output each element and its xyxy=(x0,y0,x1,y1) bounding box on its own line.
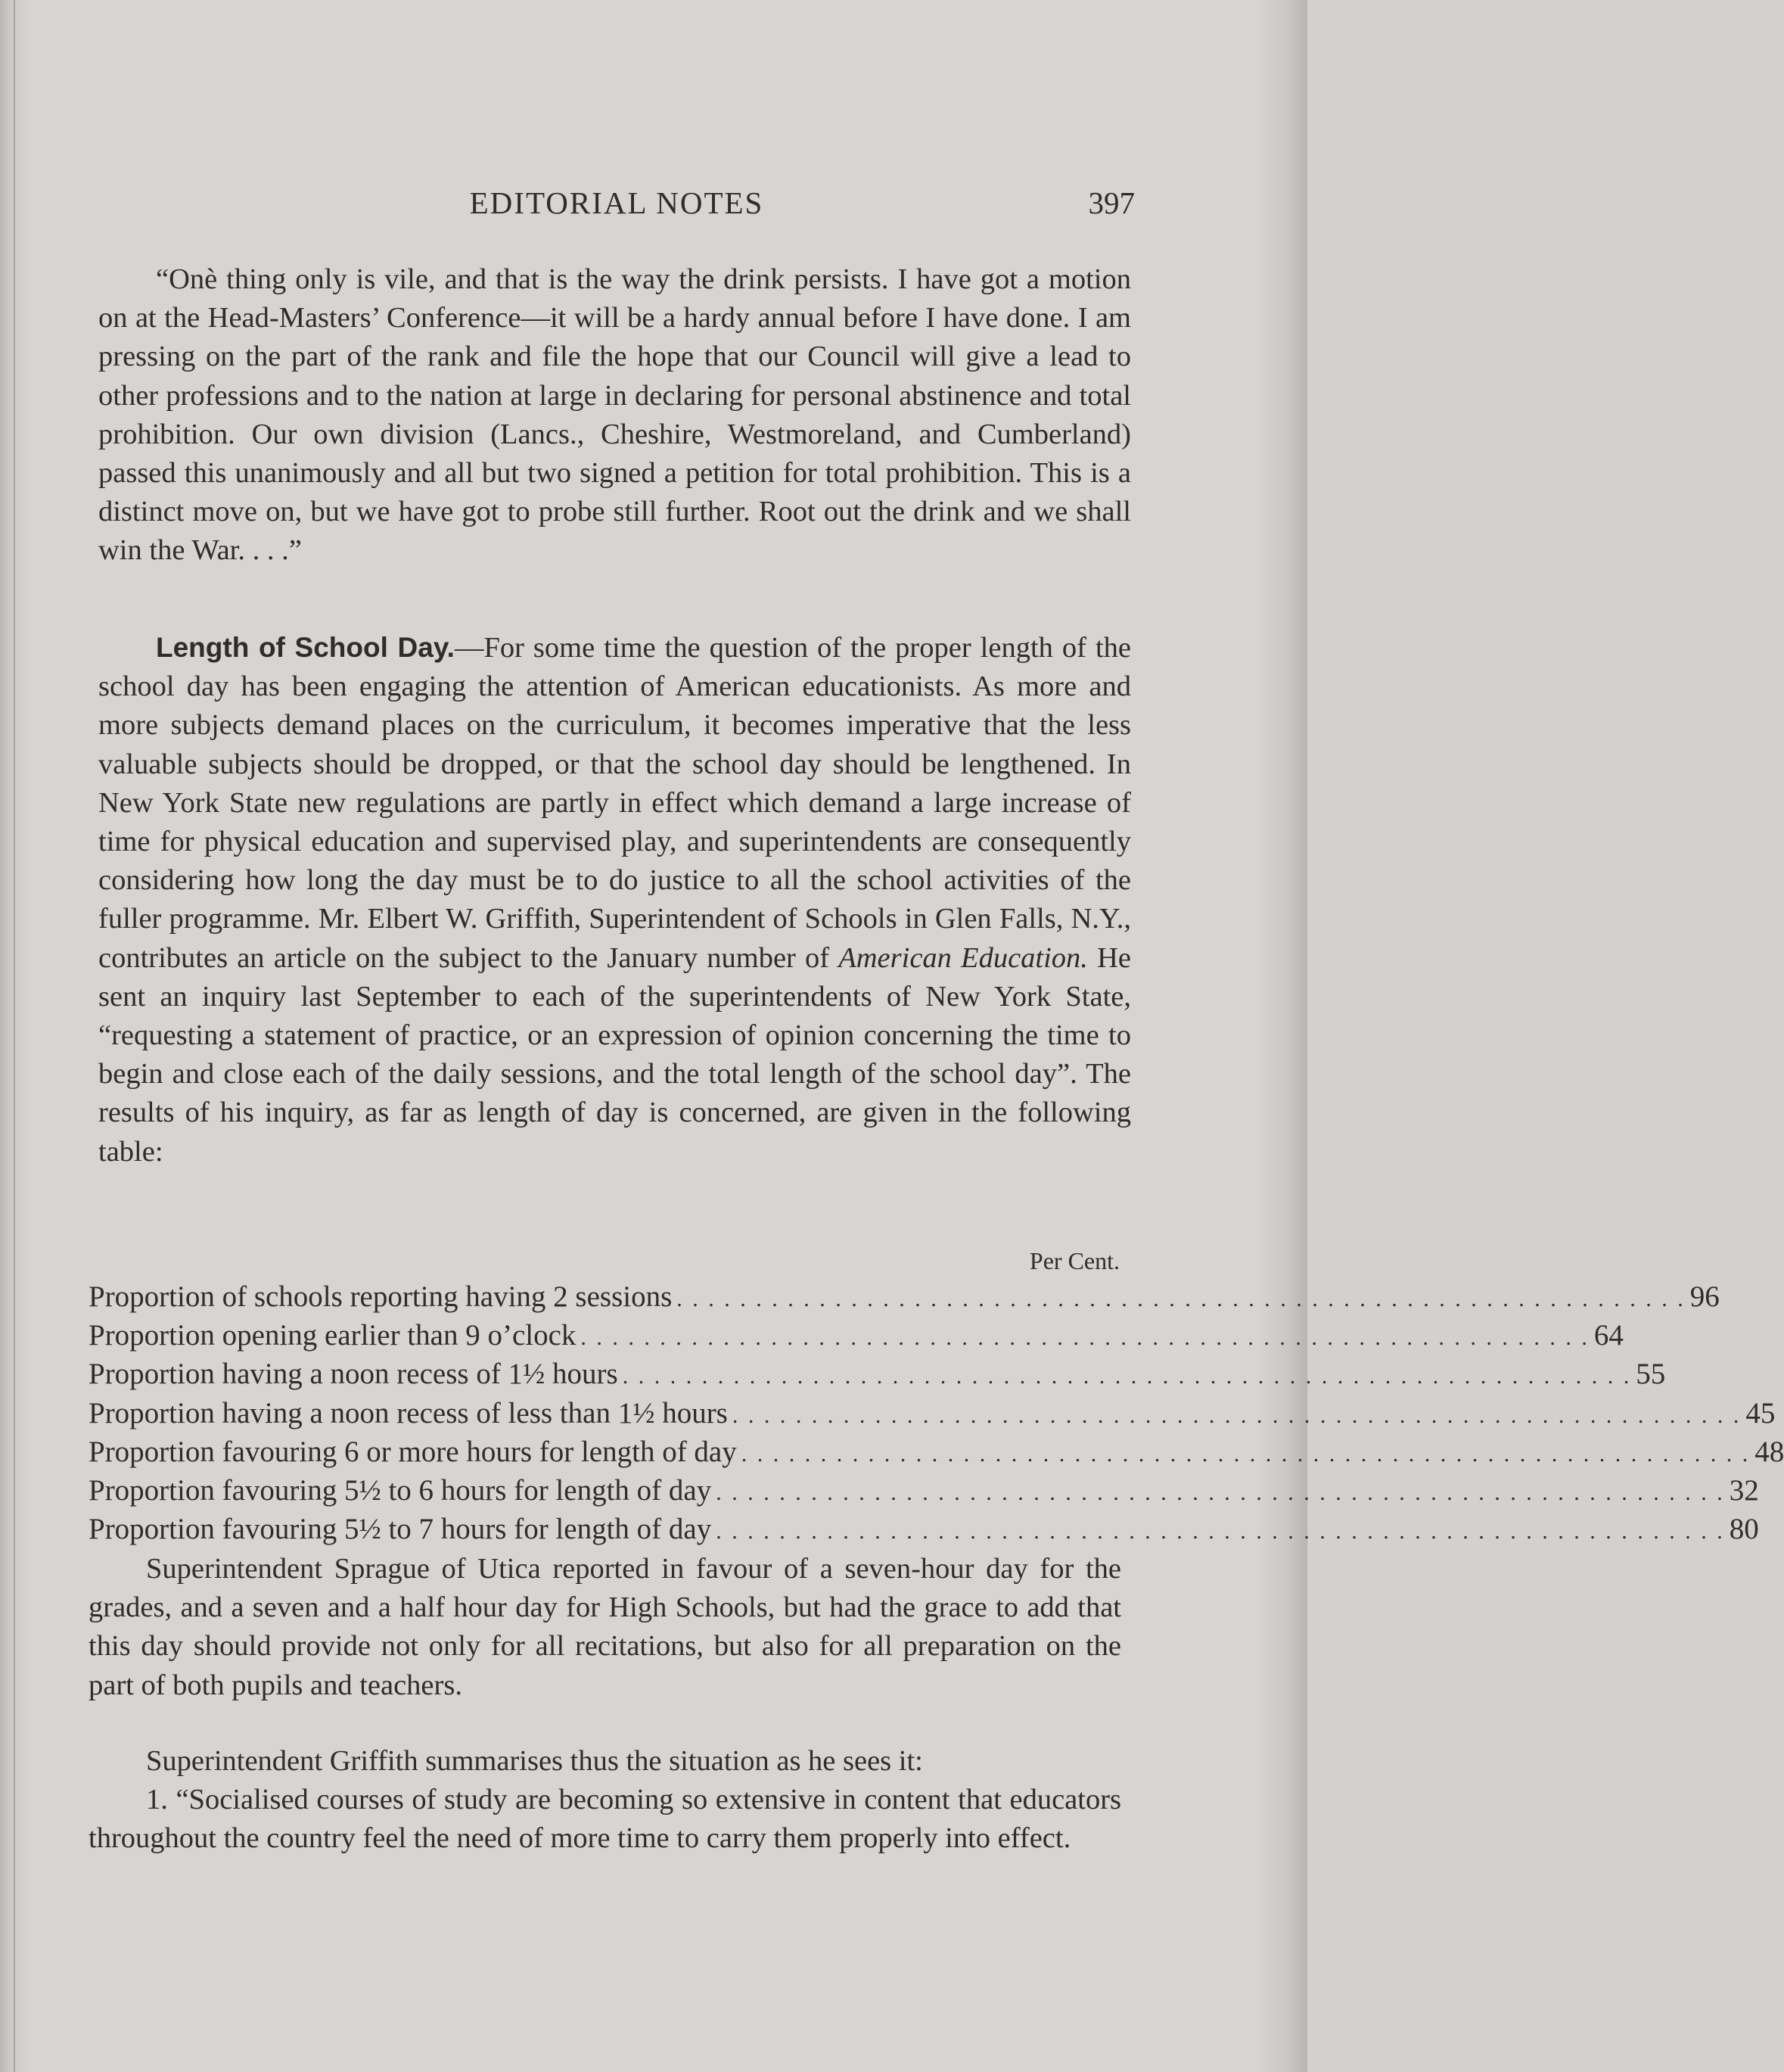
statistics-table xyxy=(89,1277,1784,1548)
dot-leader: . . . . . . . . . . . . . . . . . . . . . . . . . . . . . . . . . . . . . . . . . . . . . . . . . . . . . . . . . . . . . . . . xyxy=(741,1441,1751,1467)
row-label: Proportion favouring 6 or more hours for length of day xyxy=(89,1435,737,1468)
row-label: Proportion favouring 5½ to 6 hours for length of day xyxy=(89,1473,712,1507)
length-of-school-day-section xyxy=(98,628,1131,1171)
dot-leader: . . . . . . . . . . . . . . . . . . . . . . . . . . . . . . . . . . . . . . . . . . . . . . . . . . . . . . . . . . . . . . . . xyxy=(622,1364,1632,1389)
row-value: 32 xyxy=(1729,1473,1759,1507)
griffith-section xyxy=(89,1742,1121,1859)
table-row xyxy=(89,1355,1666,1393)
dot-leader: . . . . . . . . . . . . . . . . . . . . . . . . . . . . . . . . . . . . . . . . . . . . . . . . . . . . . . . . . . . . . . . . xyxy=(676,1286,1686,1311)
dot-leader: . . . . . . . . . . . . . . . . . . . . . . . . . . . . . . . . . . . . . . . . . . . . . . . . . . . . . . . . . . . . . . . . xyxy=(716,1479,1725,1505)
table-row xyxy=(89,1277,1720,1316)
table-row xyxy=(89,1471,1759,1510)
row-label: Proportion opening earlier than 9 o’clock xyxy=(89,1319,577,1352)
paragraph xyxy=(98,628,1131,1171)
row-value: 80 xyxy=(1729,1513,1759,1546)
dot-leader: . . . . . . . . . . . . . . . . . . . . . . . . . . . . . . . . . . . . . . . . . . . . . . . . . . . . . . . . . . . . . . . . xyxy=(580,1325,1590,1351)
running-head: EDITORIAL NOTES xyxy=(469,185,764,220)
row-value: 55 xyxy=(1636,1358,1666,1391)
paragraph-text: Superintendent Sprague of Utica reported in favour of a seven-hour day for the grades, and a seven and a half hour day for High Schools, but had the grace to add that this day should provide not only for all recitations, but also for all preparation on the part of both pupils and teachers. xyxy=(89,1553,1121,1701)
sprague-paragraph xyxy=(89,1550,1121,1705)
publication-title: American Education. xyxy=(838,941,1088,974)
table-row xyxy=(89,1510,1759,1548)
row-value: 45 xyxy=(1745,1396,1776,1430)
numbered-point: 1. “Socialised courses of study are becoming so extensive in content that educators throughout the country feel the need of more time to carry them properly into effect. xyxy=(89,1784,1121,1855)
row-value: 96 xyxy=(1689,1280,1720,1313)
quotation-paragraph xyxy=(98,260,1131,571)
row-label: Proportion favouring 5½ to 7 hours for length of day xyxy=(89,1513,712,1546)
paragraph-text: Superintendent Griffith summarises thus the situation as he sees it: xyxy=(146,1745,923,1777)
row-value: 48 xyxy=(1754,1435,1784,1468)
page-number: 397 xyxy=(1088,185,1135,220)
row-label: Proportion having a noon recess of 1½ hours xyxy=(89,1358,618,1391)
dot-leader: . . . . . . . . . . . . . . . . . . . . . . . . . . . . . . . . . . . . . . . . . . . . . . . . . . . . . . . . . . . . . . . . xyxy=(716,1519,1725,1545)
paragraph-text: “Onè thing only is vile, and that is the way the drink persists. I have got a motion on at the Head-Masters’ Conference—it will be a hardy annual before I have done. I am pressing on the part of the rank and file the hope that our Council will give a lead to other professions and to the nation at large in declaring for personal abstinence and total prohibition. Our own division (Lancs., Cheshire, Westmoreland, and Cumberland) passed this unanimously and all but two signed a petition for total prohibition. This is a distinct move on, but we have got to probe still further. Root out the drink and we shall win the War. . . .” xyxy=(98,263,1131,567)
dot-leader: . . . . . . . . . . . . . . . . . . . . . . . . . . . . . . . . . . . . . . . . . . . . . . . . . . . . . . . . . . . . . . . . xyxy=(732,1402,1742,1428)
table-row xyxy=(89,1433,1784,1471)
paragraph-text: —For some time the question of the proper length of the school day has been engaging the attention of American educationists. As more and more subjects demand places on the curriculum, it becomes imperative that the less valuable subjects should be dropped, or that the school day should be lengthened. In New York State new regulations are partly in effect which demand a large increase of time for physical education and supervised play, and superintendents are consequently considering how long the day must be to do justice to all the school activities of the fuller programme. Mr. Elbert W. Griffith, Superintendent of Schools in Glen Falls, N.Y., contributes an article on the subject to the January number of xyxy=(98,632,1131,974)
page-header xyxy=(98,182,1135,227)
paragraph-text: He sent an inquiry last September to each of the superintendents of New York State, “requesting a statement of practice, or an expression of opinion concerning the time to begin and close each of the daily sessions, and the total length of the school day”. The results of his inquiry, as far as length of day is concerned, are given in the following table: xyxy=(98,941,1131,1168)
row-label: Proportion of schools reporting having 2 sessions xyxy=(89,1280,673,1313)
section-heading: Length of School Day. xyxy=(156,632,455,663)
table-column-header: Per Cent. xyxy=(1029,1247,1120,1274)
table-row xyxy=(89,1394,1776,1433)
page-gutter xyxy=(14,0,15,2072)
table-row xyxy=(89,1316,1624,1355)
row-label: Proportion having a noon recess of less than 1½ hours xyxy=(89,1396,728,1430)
row-value: 64 xyxy=(1593,1319,1624,1352)
